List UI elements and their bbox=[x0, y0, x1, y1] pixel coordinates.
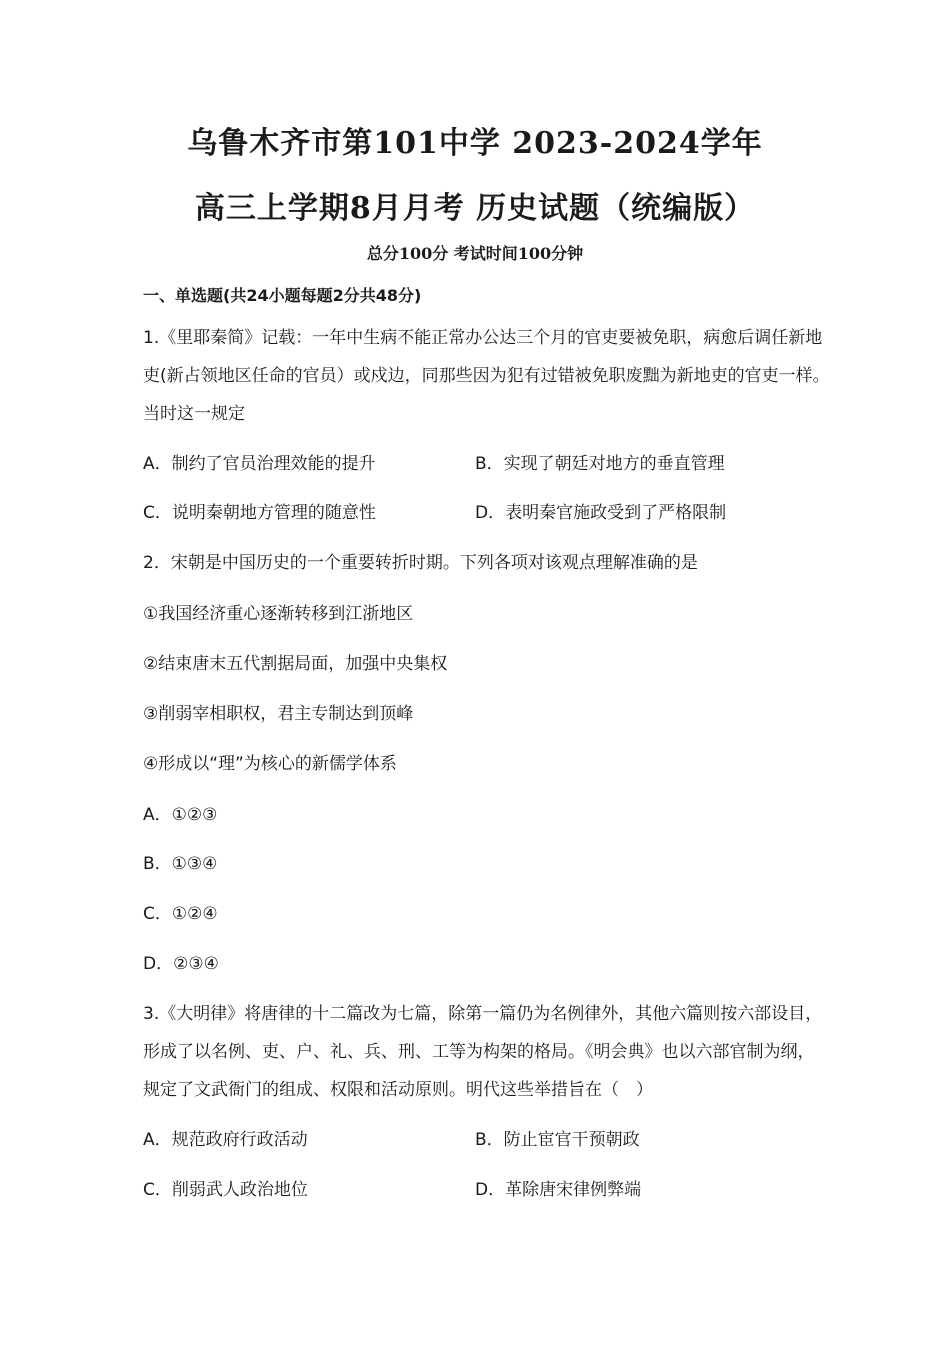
question-1-option-d: D．表明秦官施政受到了严格限制 bbox=[475, 503, 727, 523]
question-1-option-b: B．实现了朝廷对地方的垂直管理 bbox=[475, 454, 725, 474]
question-2-statement-2: ②结束唐末五代割据局面，加强中央集权 bbox=[143, 654, 448, 674]
question-3-option-b: B．防止宦官干预朝政 bbox=[475, 1130, 640, 1150]
question-3-option-c: C．削弱武人政治地位 bbox=[143, 1180, 308, 1200]
question-3-stem-line-2: 形成了以名例、吏、户、礼、兵、刑、工等为构架的格局。《明会典》也以六部官制为纲， bbox=[143, 1042, 815, 1062]
question-3-option-d: D．革除唐宋律例弊端 bbox=[475, 1180, 642, 1200]
question-1-option-c: C．说明秦朝地方管理的随意性 bbox=[143, 503, 376, 523]
question-1-stem-line-1: 1.《里耶秦简》记载：一年中生病不能正常办公达三个月的官吏要被免职，病愈后调任新地 bbox=[143, 328, 823, 348]
question-2-statement-1: ①我国经济重心逐渐转移到江浙地区 bbox=[143, 604, 414, 624]
question-2-option-c: C．①②④ bbox=[143, 904, 218, 924]
question-1-option-a: A．制约了官员治理效能的提升 bbox=[143, 454, 376, 474]
question-1-stem-line-2: 吏(新占领地区任命的官员）或戍边，同那些因为犯有过错被免职废黜为新地吏的官吏一样。 bbox=[143, 366, 830, 386]
question-2-option-b: B．①③④ bbox=[143, 854, 218, 874]
question-2-option-d: D．②③④ bbox=[143, 954, 219, 974]
question-2-option-a: A．①②③ bbox=[143, 805, 218, 825]
section-heading: 一、单选题(共24小题每题2分共48分) bbox=[143, 286, 422, 305]
exam-title-line-1: 乌鲁木齐市第101中学 2023-2024学年 bbox=[187, 126, 763, 161]
exam-title-line-2: 高三上学期8月月考 历史试题（统编版） bbox=[194, 191, 756, 226]
exam-subtitle: 总分100分 考试时间100分钟 bbox=[366, 244, 584, 263]
question-2-stem: 2．宋朝是中国历史的一个重要转折时期。下列各项对该观点理解准确的是 bbox=[143, 553, 698, 573]
question-2-statement-4: ④形成以“理”为核心的新儒学体系 bbox=[143, 754, 397, 774]
question-3-stem-line-1: 3.《大明律》将唐律的十二篇改为七篇，除第一篇仍为名例律外，其他六篇则按六部设目， bbox=[143, 1004, 823, 1024]
question-3-option-a: A．规范政府行政活动 bbox=[143, 1130, 308, 1150]
question-2-statement-3: ③削弱宰相职权，君主专制达到顶峰 bbox=[143, 704, 414, 724]
question-3-stem-line-3: 规定了文武衙门的组成、权限和活动原则。明代这些举措旨在（ ） bbox=[143, 1080, 653, 1100]
question-1-stem-line-3: 当时这一规定 bbox=[143, 404, 245, 424]
